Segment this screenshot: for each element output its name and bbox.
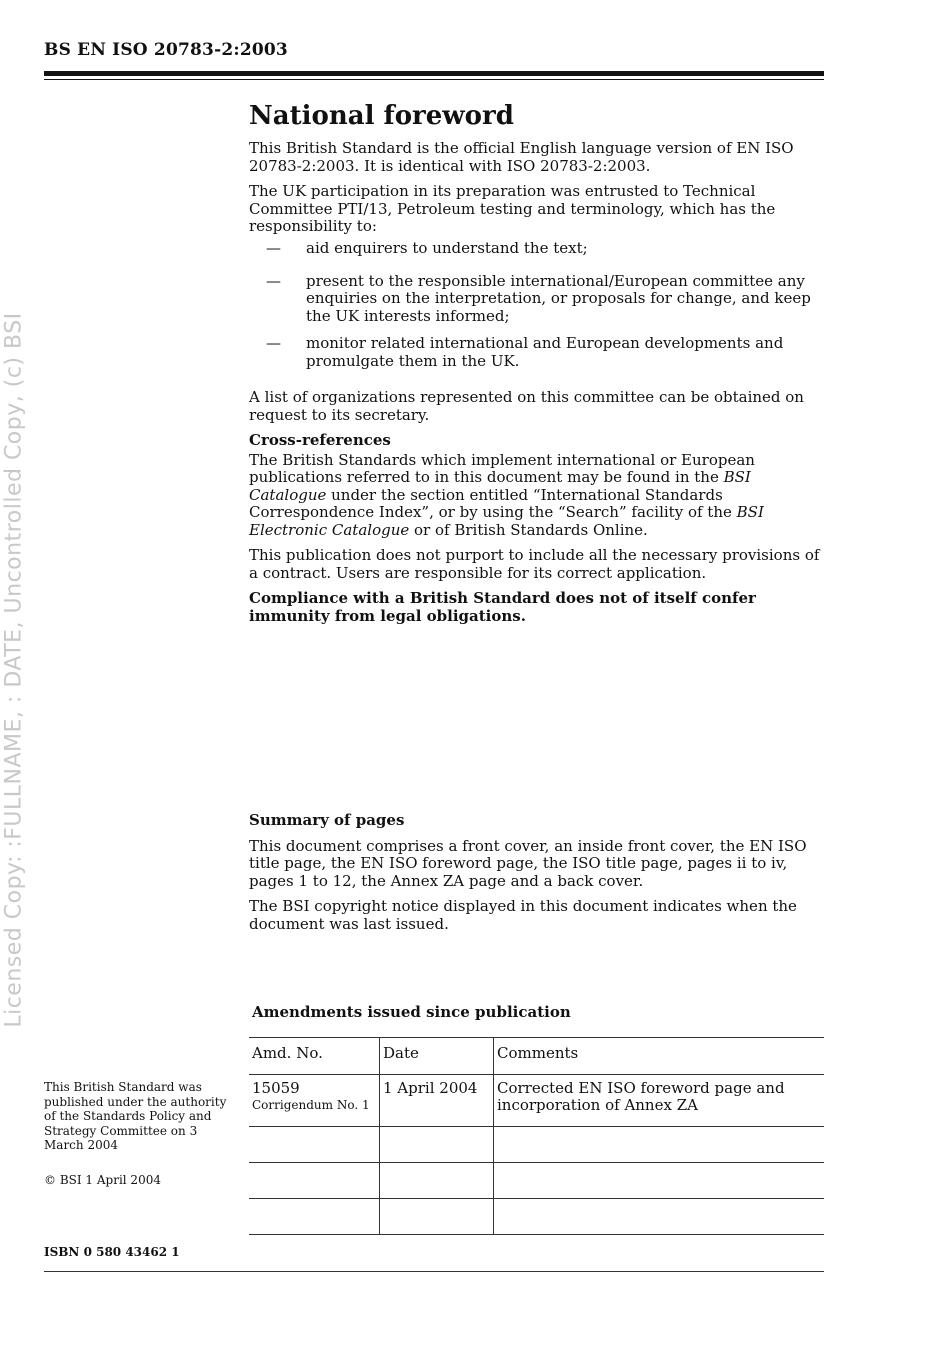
table-header-row <box>249 1038 824 1075</box>
crossref-paragraph: The British Standards which implement international or European publications referred to in this document may be found in the BSI Catalogue under the section entitled “International Standards Correspondence Index”, or by using the “Search” facility of the BSI Electronic Catalogue or of British Standards Online. <box>249 450 764 539</box>
summary-section <box>249 812 825 941</box>
intro-paragraph: This British Standard is the official English language version of EN ISO 20783-2:2003. It is identical with ISO 20783-2:2003. <box>249 139 794 175</box>
document-code: BS EN ISO 20783-2:2003 <box>44 40 288 60</box>
empty-cell <box>380 1163 494 1199</box>
dash-bullet: — <box>266 334 281 352</box>
empty-cell <box>249 1163 380 1199</box>
footer-rule <box>44 1271 824 1272</box>
copyright-notice-paragraph: The BSI copyright notice displayed in this document indicates when the document was last issued. <box>249 897 797 933</box>
isbn: ISBN 0 580 43462 1 <box>44 1245 180 1259</box>
header-rule-thick <box>44 71 824 76</box>
list-item-text: aid enquirers to understand the text; <box>306 239 588 257</box>
list-item-text: present to the responsible international/European committee any enquiries on the interpretation, or proposals for change, and keep the UK interests informed; <box>306 271 811 325</box>
bsi-electronic-catalogue-italic: BSI Electronic Catalogue <box>249 503 764 539</box>
empty-cell <box>249 1127 380 1163</box>
table-row <box>249 1127 824 1163</box>
foreword-intro <box>249 140 825 244</box>
provisions-paragraph: This publication does not purport to include all the necessary provisions of a contract. Users are responsible for its correct application. <box>249 546 820 582</box>
empty-cell <box>494 1199 825 1235</box>
amd-number: 15059 <box>252 1079 300 1097</box>
table-row <box>249 1199 824 1235</box>
responsibility-list <box>249 240 825 380</box>
table-row <box>249 1163 824 1199</box>
column-header-amd-no: Amd. No. <box>249 1038 380 1075</box>
copyright-line: © BSI 1 April 2004 <box>44 1173 161 1187</box>
amendments-title: Amendments issued since publication <box>252 1003 571 1021</box>
column-header-comments: Comments <box>494 1038 825 1075</box>
foreword-body <box>249 389 825 633</box>
list-item-text: monitor related international and European developments and promulgate them in the UK. <box>306 334 784 370</box>
committee-paragraph: The UK participation in its preparation was entrusted to Technical Committee PTI/13, Petroleum testing and terminology, which has the responsibility to: <box>249 182 776 235</box>
list-item <box>249 335 825 370</box>
empty-cell <box>249 1199 380 1235</box>
amendments-table <box>249 1037 824 1235</box>
empty-cell <box>494 1163 825 1199</box>
amd-no-cell <box>249 1075 380 1127</box>
crossref-heading: Cross-references <box>249 431 391 449</box>
committee-list-paragraph: A list of organizations represented on this committee can be obtained on request to its secretary. <box>249 388 804 424</box>
table-row <box>249 1075 824 1127</box>
compliance-statement: Compliance with a British Standard does not of itself confer immunity from legal obligations. <box>249 589 756 625</box>
list-item <box>249 273 825 326</box>
empty-cell <box>380 1199 494 1235</box>
publication-note: This British Standard was published under the authority of the Standards Policy and Strategy Committee on 3 March 2004 <box>44 1080 227 1152</box>
dash-bullet: — <box>266 239 281 257</box>
dash-bullet: — <box>266 271 281 290</box>
amd-date-cell: 1 April 2004 <box>380 1075 494 1127</box>
empty-cell <box>494 1127 825 1163</box>
list-item <box>249 240 825 258</box>
column-header-date: Date <box>380 1038 494 1075</box>
summary-paragraph: This document comprises a front cover, an inside front cover, the EN ISO title page, the EN ISO foreword page, the ISO title page, pages ii to iv, pages 1 to 12, the Annex ZA page and a back cover. <box>249 836 807 890</box>
amd-comments-cell: Corrected EN ISO foreword page and incorporation of Annex ZA <box>494 1075 825 1127</box>
header-rule-thin <box>44 79 824 80</box>
summary-heading: Summary of pages <box>249 811 405 829</box>
amd-subtitle: Corrigendum No. 1 <box>252 1098 370 1112</box>
bsi-catalogue-italic: BSI Catalogue <box>249 468 751 504</box>
empty-cell <box>380 1127 494 1163</box>
page-title: National foreword <box>249 101 514 131</box>
license-watermark: Licensed Copy: :FULLNAME, : DATE, Uncontrolled Copy, (c) BSI <box>1 312 27 1028</box>
